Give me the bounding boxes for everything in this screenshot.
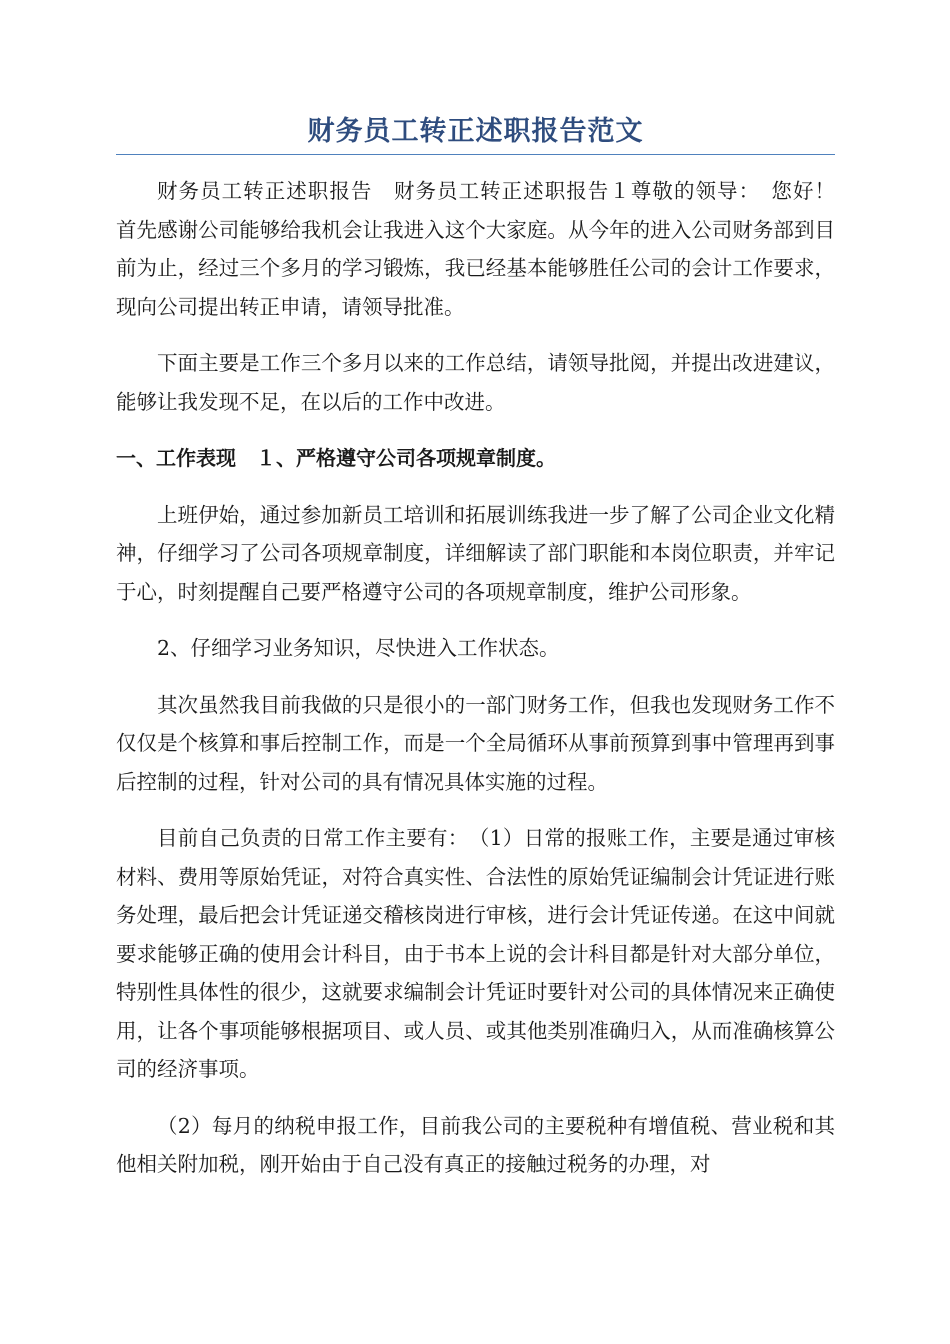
paragraph-subheading-study: 2、仔细学习业务知识，尽快进入工作状态。 (157, 636, 560, 660)
section-heading-work-performance: 一、工作表现 １、严格遵守公司各项规章制度。 (116, 446, 556, 470)
document-title: 财务员工转正述职报告范文 (307, 116, 644, 147)
document-body (116, 172, 856, 1202)
paragraph-daily-work: 目前自己负责的日常工作主要有： （1）日常的报账工作，主要是通过审核材料、费用等原始凭证，对符合真实性、合法性的原始凭证编制会计凭证进行账务处理，最后把会计凭证递交稽核岗进行审核，进行会计凭证传递。在这中间就要求能够正确的使用会计科目，由于书本上说的会计科目都是针对大部分单位，特别性具体性的很少，这就要求编制会计凭证时要针对公司的具体情况来正确使用，让各个事项能够根据项目、或人员、或其他类别准确归入，从而准确核算公司的经济事项。 (116, 826, 835, 1081)
paragraph-summary: 下面主要是工作三个多月以来的工作总结，请领导批阅，并提出改进建议，能够让我发现不足，在以后的工作中改进。 (116, 351, 835, 414)
paragraph-intro: 财务员工转正述职报告 财务员工转正述职报告１尊敬的领导： 您好！ 首先感谢公司能够给我机会让我进入这个大家庭。从今年的进入公司财务部到目前为止，经过三个多月的学习锻炼，我已经基本能够胜任公司的会计工作要求，现向公司提出转正申请，请领导批准。 (116, 179, 856, 319)
paragraph-tax-filing: （2）每月的纳税申报工作，目前我公司的主要税种有增值税、营业税和其他相关附加税，刚开始由于自己没有真正的接触过税务的办理，对 (116, 1113, 835, 1176)
paragraph-work-scope: 其次虽然我目前我做的只是很小的一部门财务工作，但我也发现财务工作不仅仅是个核算和事后控制工作，而是一个全局循环从事前预算到事中管理再到事后控制的过程，针对公司的具有情况具体实施的过程。 (116, 692, 835, 794)
title-underline (116, 154, 835, 155)
paragraph-rules: 上班伊始，通过参加新员工培训和拓展训练我进一步了解了公司企业文化精神，仔细学习了公司各项规章制度，详细解读了部门职能和本岗位职责，并牢记于心，时刻提醒自己要严格遵守公司的各项规章制度，维护公司形象。 (116, 502, 835, 604)
